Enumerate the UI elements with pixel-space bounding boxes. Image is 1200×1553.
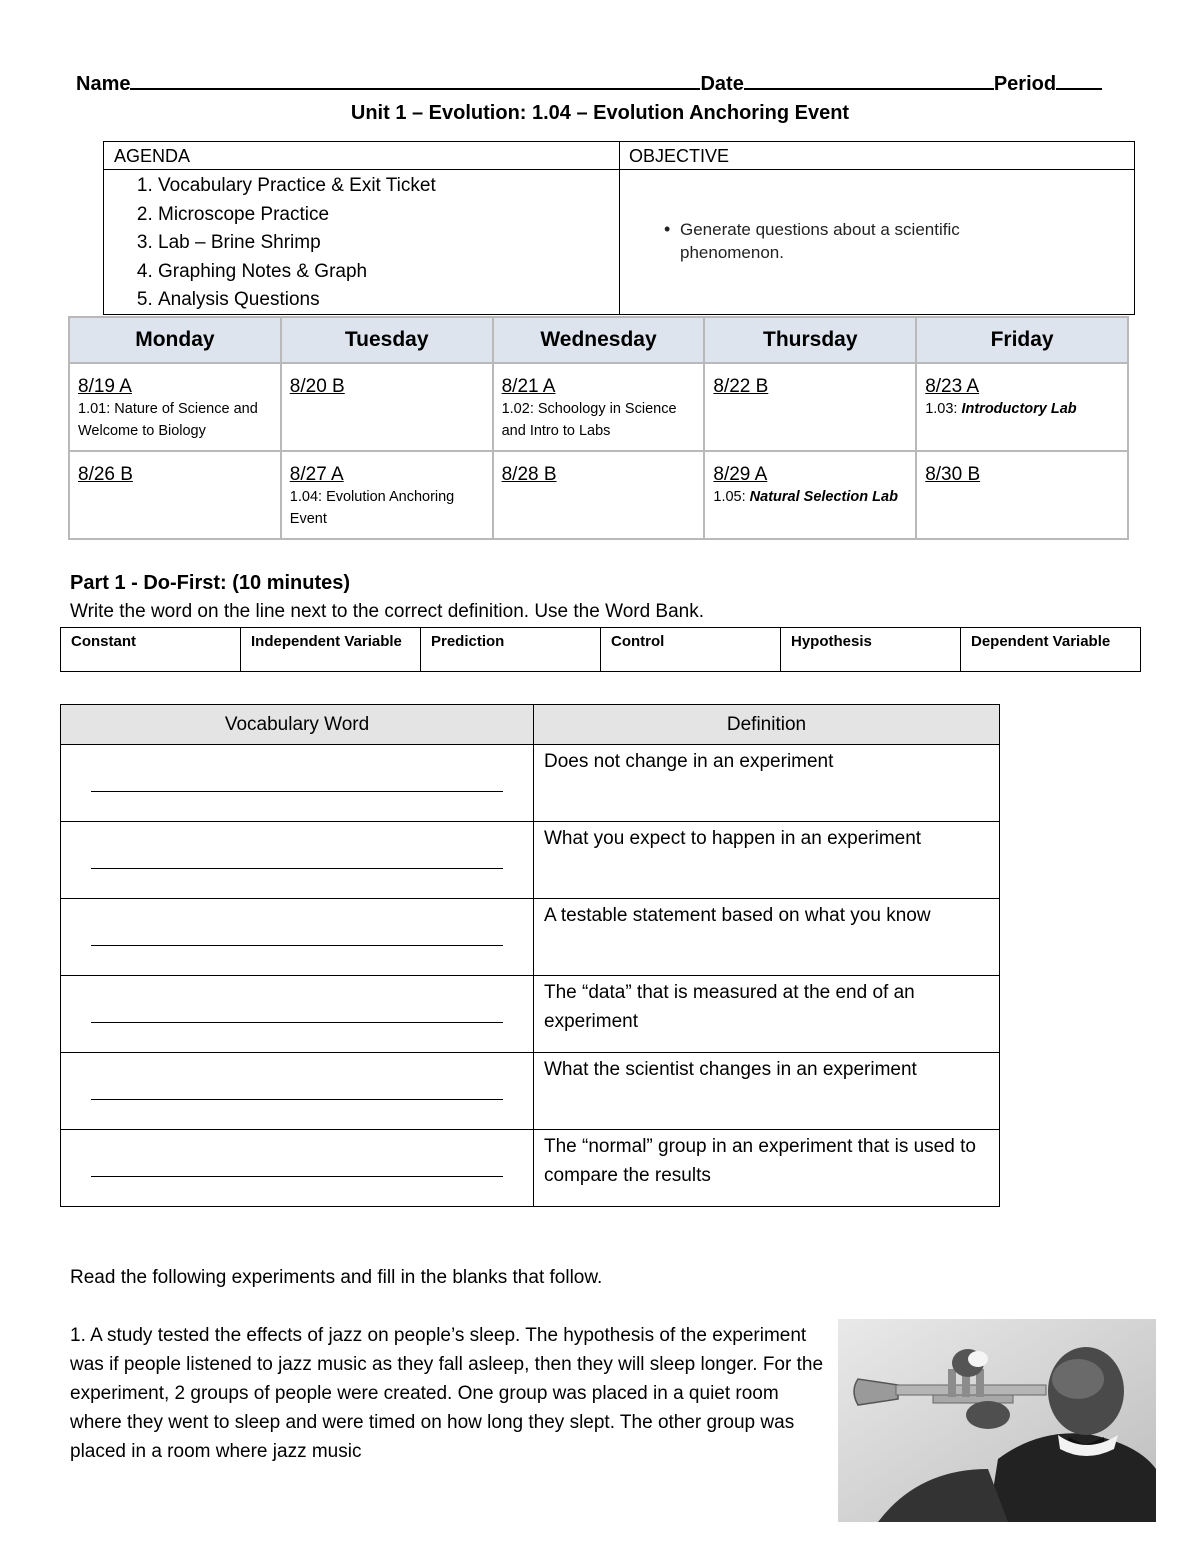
answer-cell[interactable] — [61, 745, 534, 822]
definition-cell: The “normal” group in an experiment that is used to compare the results — [534, 1130, 1000, 1207]
calendar-desc: 1.01: Nature of Science and Welcome to Biology — [78, 401, 258, 439]
answer-cell[interactable] — [61, 1130, 534, 1207]
name-label: Name — [76, 73, 131, 95]
calendar-date: 8/22 B — [713, 376, 769, 397]
calendar-date: 8/21 A — [501, 376, 556, 397]
calendar-header-row — [69, 317, 1128, 363]
agenda-item: 4. Graphing Notes & Graph — [158, 258, 436, 287]
calendar-desc: 1.04: Evolution Anchoring Event — [289, 489, 455, 527]
part1-heading: Part 1 - Do-First: (10 minutes) — [70, 572, 351, 594]
answer-line[interactable] — [91, 1168, 503, 1177]
definition-cell: The “data” that is measured at the end of an experiment — [534, 976, 1000, 1053]
agenda-list — [122, 172, 436, 315]
definition-col-header: Definition — [534, 705, 1000, 745]
agenda-item: 2. Microscope Practice — [158, 201, 436, 230]
agenda-objective-box — [103, 141, 1135, 315]
experiment-1 — [70, 1321, 830, 1466]
vocab-col-header: Vocabulary Word — [61, 705, 534, 745]
calendar-cell — [281, 363, 493, 451]
day-wednesday: Wednesday — [493, 317, 705, 363]
calendar-date: 8/23 A — [925, 376, 980, 397]
date-label: Date — [700, 73, 744, 95]
word-bank-term: Prediction — [421, 628, 601, 672]
day-thursday: Thursday — [704, 317, 916, 363]
calendar-cell — [704, 451, 916, 539]
agenda-item: 1. Vocabulary Practice & Exit Ticket — [158, 172, 436, 201]
agenda-item: 5. Analysis Questions — [158, 286, 436, 315]
trumpet-player-photo — [838, 1319, 1156, 1522]
day-friday: Friday — [916, 317, 1128, 363]
calendar-date: 8/29 A — [713, 464, 768, 485]
calendar-cell — [493, 363, 705, 451]
page-title: Unit 1 – Evolution: 1.04 – Evolution Anchoring Event — [350, 102, 850, 124]
day-monday: Monday — [69, 317, 281, 363]
calendar-desc: 1.02: Schoology in Science and Intro to Labs — [501, 401, 677, 439]
calendar-cell — [916, 363, 1128, 451]
calendar-date: 8/28 B — [501, 464, 557, 485]
calendar-cell — [69, 363, 281, 451]
date-field[interactable] — [744, 72, 994, 90]
vocabulary-table — [60, 704, 1000, 1207]
word-bank-term: Dependent Variable — [961, 628, 1141, 672]
period-label: Period — [993, 73, 1057, 95]
answer-cell[interactable] — [61, 822, 534, 899]
experiment-number: 1. — [70, 1325, 86, 1346]
calendar-date: 8/20 B — [289, 376, 345, 397]
calendar-table — [68, 316, 1129, 540]
column-divider — [619, 142, 620, 314]
calendar-cell — [704, 363, 916, 451]
calendar-date: 8/27 A — [289, 464, 344, 485]
table-row — [61, 745, 1000, 822]
answer-cell[interactable] — [61, 1053, 534, 1130]
desc-prefix: 1.05: — [713, 489, 750, 505]
table-row — [61, 1130, 1000, 1207]
word-bank-term: Control — [601, 628, 781, 672]
desc-italic: Natural Selection Lab — [749, 489, 898, 505]
objective-heading: OBJECTIVE — [619, 142, 1134, 170]
word-bank-term: Independent Variable — [241, 628, 421, 672]
table-row — [61, 1053, 1000, 1130]
objective-text: Generate questions about a scientific phenomenon. — [680, 220, 960, 262]
part1-instructions: Write the word on the line next to the correct definition. Use the Word Bank. — [70, 601, 705, 622]
table-row — [61, 899, 1000, 976]
calendar-date: 8/26 B — [78, 464, 133, 485]
calendar-date: 8/30 B — [925, 464, 981, 485]
name-field[interactable] — [130, 72, 700, 90]
word-bank-term: Hypothesis — [781, 628, 961, 672]
table-row — [61, 976, 1000, 1053]
answer-line[interactable] — [91, 937, 503, 946]
calendar-desc — [713, 486, 907, 508]
bullet-icon: • — [664, 219, 671, 239]
answer-cell[interactable] — [61, 976, 534, 1053]
word-bank-term: Constant — [61, 628, 241, 672]
definition-cell: A testable statement based on what you know — [534, 899, 1000, 976]
calendar-cell — [916, 451, 1128, 539]
definition-cell: Does not change in an experiment — [534, 745, 1000, 822]
calendar-week-row — [69, 363, 1128, 451]
agenda-item: 3. Lab – Brine Shrimp — [158, 229, 436, 258]
objective-item — [664, 218, 1060, 264]
period-field[interactable] — [1056, 72, 1102, 90]
agenda-heading: AGENDA — [104, 142, 619, 170]
definition-cell: What the scientist changes in an experiment — [534, 1053, 1000, 1130]
calendar-date: 8/19 A — [78, 376, 132, 397]
calendar-desc — [925, 398, 1119, 420]
definition-cell: What you expect to happen in an experiment — [534, 822, 1000, 899]
experiment-text: A study tested the effects of jazz on people’s sleep. The hypothesis of the experiment was if people listened to jazz music as they fall asleep, then they will sleep longer. For the experiment, 2 groups of people were created. One group was placed in a quiet room where they went to sleep and were timed on how long they slept. The other group was placed in a room where jazz music — [70, 1325, 824, 1462]
desc-italic: Introductory Lab — [961, 401, 1077, 417]
student-info-line — [76, 72, 1126, 96]
answer-line[interactable] — [91, 783, 503, 792]
experiments-intro: Read the following experiments and fill in the blanks that follow. — [70, 1267, 603, 1288]
calendar-week-row — [69, 451, 1128, 539]
day-tuesday: Tuesday — [281, 317, 493, 363]
calendar-cell — [281, 451, 493, 539]
answer-line[interactable] — [91, 1091, 503, 1100]
answer-line[interactable] — [91, 860, 503, 869]
word-bank — [60, 627, 1141, 672]
table-row — [61, 822, 1000, 899]
desc-prefix: 1.03: — [925, 401, 962, 417]
answer-line[interactable] — [91, 1014, 503, 1023]
answer-cell[interactable] — [61, 899, 534, 976]
calendar-cell — [69, 451, 281, 539]
calendar-cell — [493, 451, 705, 539]
